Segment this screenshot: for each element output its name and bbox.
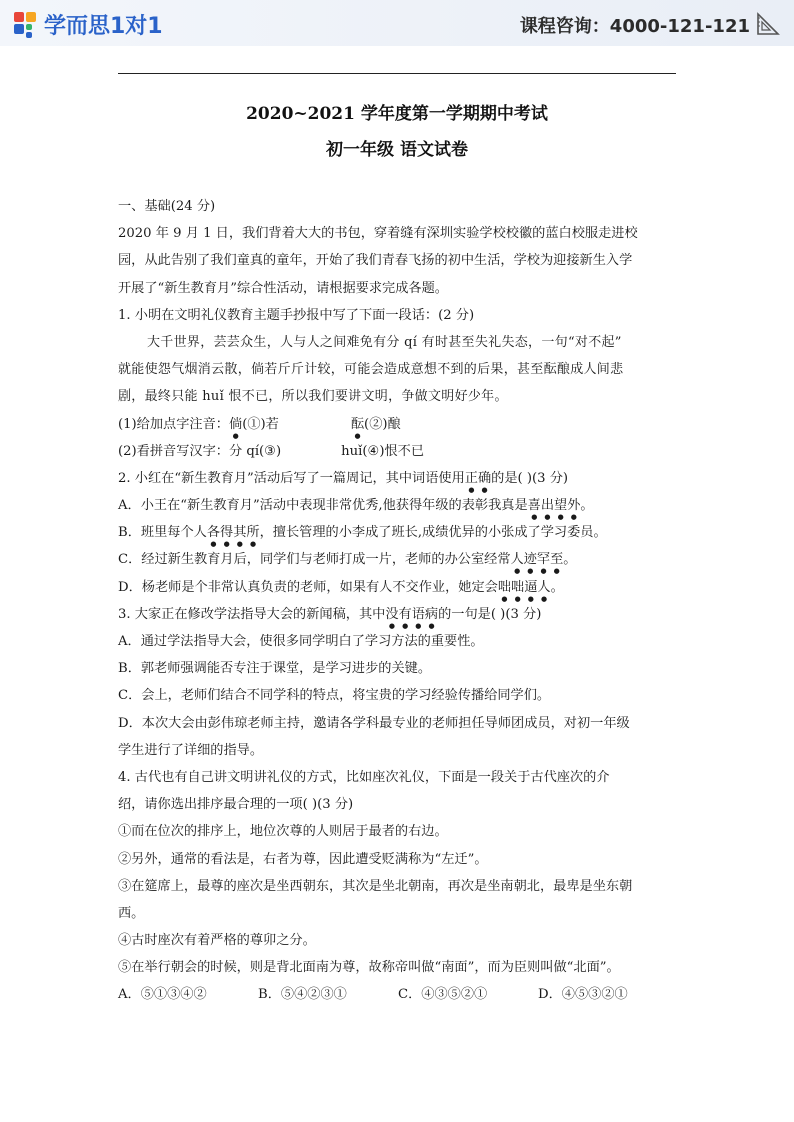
ruler-set-icon	[756, 12, 780, 36]
q2-stem: 2. 小红在“新生教育月”活动后写了一篇周记，其中词语使用正确的是( )(3 分)	[118, 470, 569, 486]
q1-stem: 1. 小明在文明礼仪教育主题手抄报中写了下面一段话：(2 分)	[118, 307, 475, 323]
q2-option-b: B．班里每个人各得其所，擅长管理的小李成了班长,成绩优异的小张成了学习委员。	[118, 525, 607, 541]
intro-line: 开展了“新生教育月”综合性活动，请根据要求完成各题。	[118, 280, 448, 296]
q4-sentence-2: ②另外，通常的看法是，右者为尊，因此遭受贬满称为“左迁”。	[118, 851, 488, 867]
q4-sentence-5: ⑤在举行朝会的时候，则是背北面南为尊，故称帝叫做“南面”，而为臣则叫做“北面”。	[118, 960, 620, 976]
header-bar	[0, 0, 794, 46]
q3-option-a: A．通过学法指导大会，使很多同学明白了学习方法的重要性。	[118, 634, 484, 649]
q2-option-a: A．小王在“新生教育月”活动中表现非常优秀,他获得年级的表彰我真是喜出望外。	[118, 498, 594, 514]
q3-option-c: C．会上，老师们结合不同学科的特点，将宝贵的学习经验传播给同学们。	[118, 688, 551, 704]
exam-subtitle: 初一年级 语文试卷	[326, 140, 468, 160]
q4-options	[118, 981, 678, 1008]
q1-part1: (1)给加点字注音：倘(①)若 酝(②)酿	[118, 416, 401, 432]
q4-stem: 4. 古代也有自己讲文明讲礼仪的方式，比如座次礼仪，下面是一段关于古代座次的介	[118, 769, 610, 785]
dotted-char: 酝	[350, 416, 365, 432]
q3-stem: 3. 大家正在修改学法指导大会的新闻稿，其中没有语病的一句是( )(3 分)	[118, 606, 542, 622]
q4-sentence-3: ③在筵席上，最尊的座次是坐西朝东，其次是坐北朝南，再次是坐南朝北，最卑是坐东朝	[118, 878, 633, 894]
consult-hotline: 课程咨询：4000-121-121	[519, 16, 750, 37]
q1-passage-line: 剧，最终只能 huǐ 恨不已，所以我们要讲文明，争做文明好少年。	[118, 389, 508, 405]
q4-option-c: C．④③⑤②①	[398, 987, 488, 1003]
dotted-keyword: 没有语病	[385, 606, 439, 622]
dotted-idiom: 人迹罕至	[510, 552, 564, 568]
brand[interactable]	[14, 9, 163, 40]
dotted-idiom: 各得其所	[206, 525, 260, 541]
intro-line: 园，从此告别了我们童真的童年，开始了我们青春飞扬的初中生活，学校为迎接新生入学	[118, 253, 633, 269]
q4-sentence-4: ④古时座次有着严格的尊卯之分。	[118, 933, 316, 949]
dotted-keyword: 正确	[464, 470, 492, 486]
q2-option-c: C．经过新生教育月后，同学们与老师打成一片，老师的办公室经常人迹罕至。	[118, 552, 577, 568]
logo-mark-icon	[14, 12, 40, 38]
intro-line: 2020 年 9 月 1 日，我们背着大大的书包，穿着缝有深圳实验学校校徽的蓝白校服走进校	[118, 226, 638, 242]
q2-option-d: D．杨老师是个非常认真负责的老师，如果有人不交作业，她定会咄咄逼人。	[118, 579, 564, 595]
exam-body	[118, 193, 678, 1009]
exam-title: 2020~2021 学年度第一学期期中考试	[246, 104, 548, 124]
dotted-char: 倘	[229, 416, 243, 432]
q1-passage-line: 大千世界，芸芸众生，人与人之间难免有分 qí 有时甚至失礼失态，一句“对不起”	[147, 334, 622, 350]
q3-option-d: D．本次大会由彭伟琼老师主持，邀请各学科最专业的老师担任导师团成员，对初一年级	[118, 715, 630, 731]
q4-stem-cont: 绍，请你选出排序最合理的一项( )(3 分)	[118, 797, 354, 813]
q1-part2: (2)看拼音写汉字：分 qí(③) huǐ(④)恨不已	[118, 443, 425, 459]
q4-option-d: D．④⑤③②①	[538, 987, 628, 1003]
dotted-idiom: 喜出望外	[527, 498, 581, 514]
q4-option-b: B．⑤④②③①	[258, 987, 347, 1003]
q3-option-d-cont: 学生进行了详细的指导。	[118, 742, 264, 758]
q1-passage-line: 就能使怨气烟消云散，倘若斤斤计较，可能会造成意想不到的后果，甚至酝酿成人间悲	[118, 362, 624, 378]
q4-sentence-1: ①而在位次的排序上，地位次尊的人则居于最者的右边。	[118, 824, 448, 840]
q4-sentence-3-cont: 西。	[118, 905, 145, 921]
brand-name: 学而思1对1	[44, 14, 163, 39]
dotted-idiom: 咄咄逼人	[497, 579, 551, 595]
header-divider	[118, 73, 676, 74]
section-heading: 一、基础(24 分)	[118, 199, 216, 214]
q4-option-a: A．⑤①③④②	[118, 987, 207, 1003]
q3-option-b: B．郭老师强调能否专注于课堂，是学习进步的关键。	[118, 661, 432, 677]
